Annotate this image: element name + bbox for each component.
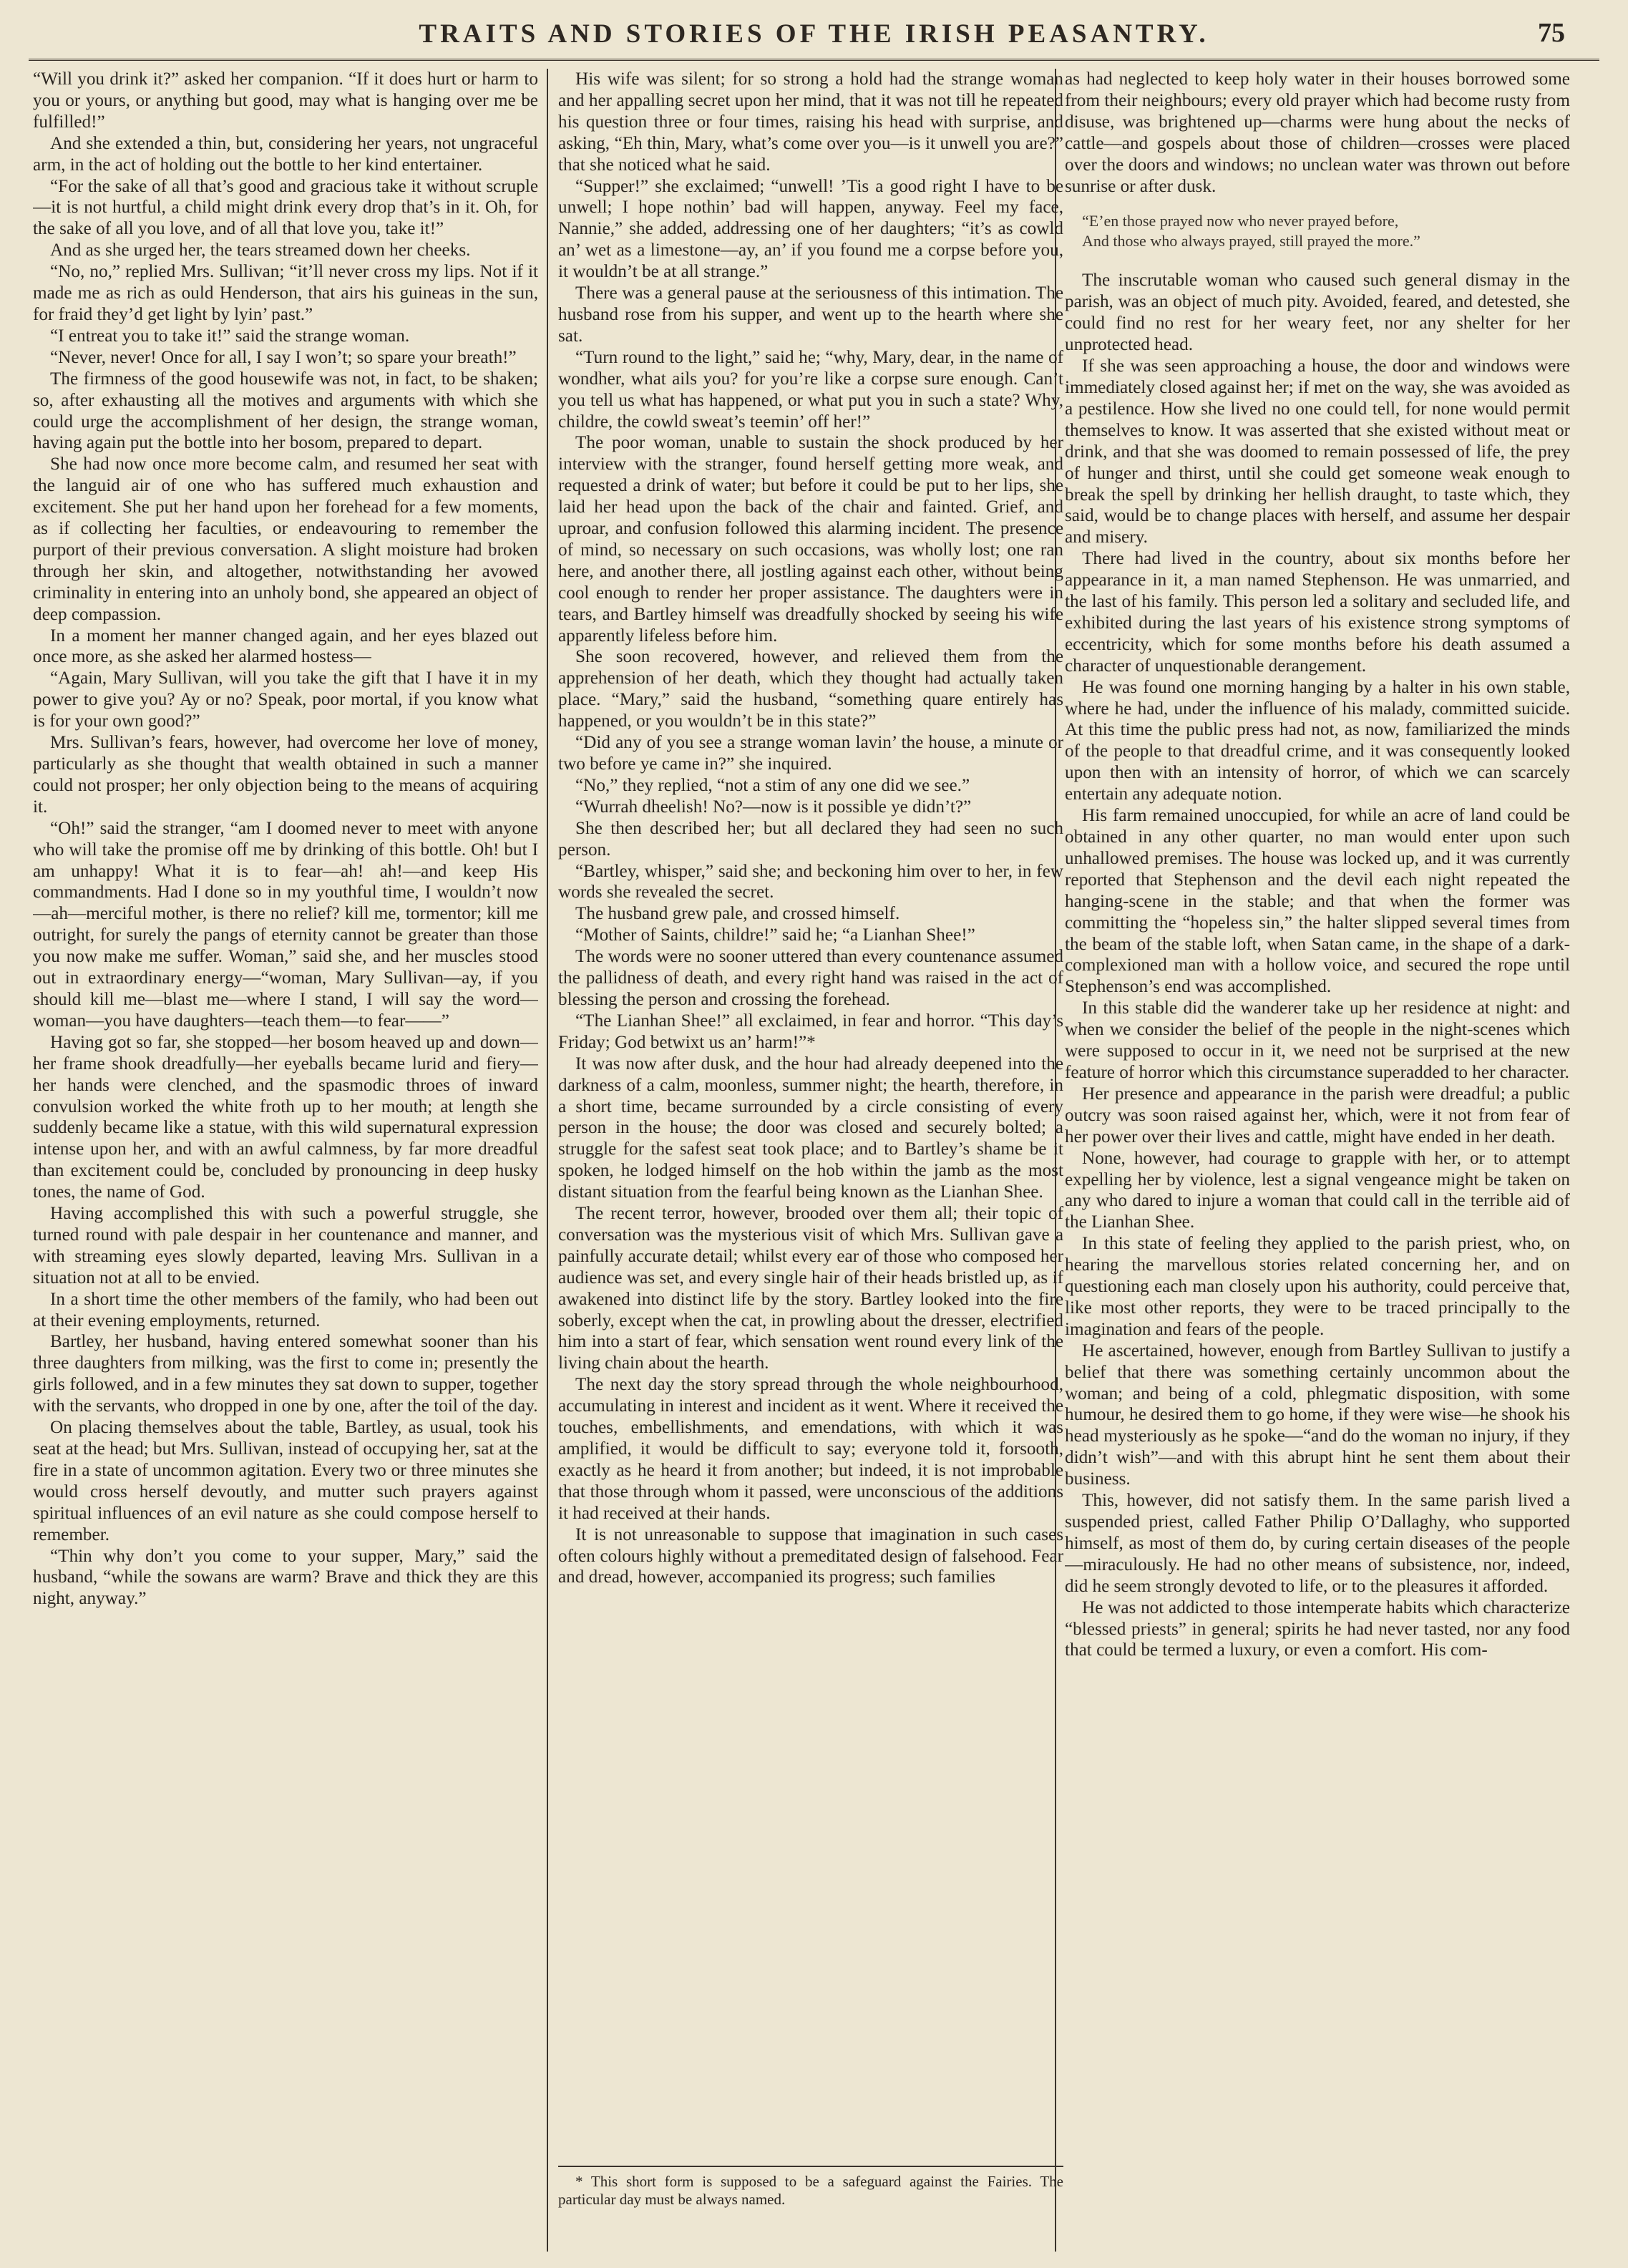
- paragraph: He was found one morning hanging by a halter in his own stable, where he had, under the influence of his malady, committed suicide. At this time the public press had not, as now, familiarized the minds of the people to that dreadful crime, and it was consequently looked upon then with an intensity of horror, of which we can scarcely entertain any adequate notion.: [1065, 677, 1570, 804]
- paragraph: “Supper!” she exclaimed; “unwell! ’Tis a good right I have to be unwell; I hope nothin’ bad will happen, anyway. Feel my face, Nannie,” she added, addressing one of her daughters; “it’s as cowld an’ wet as a limestone—ay, an’ if you found me a corpse before you, it wouldn’t be at all strange.”: [558, 176, 1063, 282]
- paragraph: “Will you drink it?” asked her companion. “If it does hurt or harm to you or yours, or anything but good, may what is hanging over me be fulfilled!”: [33, 69, 538, 132]
- paragraph: In this state of feeling they applied to the parish priest, who, on hearing the marvellous stories related concerning her, and on questioning each man closely upon his authority, could perceive that, like most other reports, they were to be traced principally to the imagination and fears of the people.: [1065, 1234, 1570, 1339]
- paragraph: “Never, never! Once for all, I say I won’t; so spare your breath!”: [50, 347, 517, 367]
- paragraph: She had now once more become calm, and resumed her seat with the languid air of one who has suffered much exhaustion and excitement. She put her hand upon her forehead for a few moments, as if collecting her faculties, or endeavouring to remember the purport of their previous conversation. A slight moisture had broken through her skin, and altogether, notwithstanding her avowed criminality in entering into an unholy bond, she appeared an object of deep compassion.: [33, 454, 538, 624]
- paragraph: The inscrutable woman who caused such general dismay in the parish, was an object of much pity. Avoided, feared, and detested, she could find no rest for her weary feet, nor any shelter for her unprotected head.: [1065, 271, 1570, 355]
- verse-quotation: [1082, 211, 1570, 251]
- paragraph: This, however, did not satisfy them. In the same parish lived a suspended priest, called Father Philip O’Dallaghy, who supported himself, as most of them do, by curing certain diseases of the people—miraculously. He had no other means of subsistence, nor, indeed, did he seem strongly devoted to life, or to the pleasures it afforded.: [1065, 1491, 1570, 1596]
- verse-line: And those who always prayed, still prayed the more.”: [1082, 232, 1420, 250]
- paragraph: She soon recovered, however, and relieved them from the apprehension of her death, which they thought had actually taken place. “Mary,” said the husband, “something quare entirely has happened, or you wouldn’t be in this state?”: [558, 647, 1063, 731]
- paragraph: The husband grew pale, and crossed himself.: [575, 904, 900, 924]
- paragraph: “Wurrah dheelish! No?—now is it possible ye didn’t?”: [575, 797, 972, 817]
- paragraph: If she was seen approaching a house, the door and windows were immediately closed against her; if met on the way, she was avoided as a pestilence. How she lived no one could tell, for none would permit themselves to know. It was asserted that she existed without meat or drink, and that she was doomed to remain possessed of life, the prey of hunger and thirst, until she could get someone weak enough to break the spell by drinking her hellish draught, to taste which, they said, would be to change places with herself, and assume her despair and misery.: [1065, 356, 1570, 547]
- text-column-1: [33, 69, 538, 2259]
- paragraph: “Mother of Saints, childre!” said he; “a Lianhan Shee!”: [575, 925, 975, 945]
- paragraph: Mrs. Sullivan’s fears, however, had overcome her love of money, particularly as she thought that wealth obtained in such a manner could not prosper; her only objection being to the means of acquiring it.: [33, 733, 538, 817]
- paragraph: “No,” they replied, “not a stim of any one did we see.”: [575, 775, 970, 795]
- paragraph: “No, no,” replied Mrs. Sullivan; “it’ll never cross my lips. Not if it made me as rich as ould Henderson, that airs his guineas in the sun, for fraid they’d get light by lyin’ past.”: [33, 262, 538, 324]
- paragraph: Having got so far, she stopped—her bosom heaved up and down—her frame shook dreadfully—her eyeballs became lurid and fiery—her hands were clenched, and the spasmodic throes of inward convulsion worked the white froth up to her mouth; at length she suddenly became like a statue, with this wild supernatural expression intense upon her, and with an awful calmness, by far more dreadful than excitement could be, concluded by pronouncing in deep husky tones, the name of God.: [33, 1032, 538, 1202]
- page-title: TRAITS AND STORIES OF THE IRISH PEASANTRY.: [419, 19, 1209, 49]
- paragraph: The recent terror, however, brooded over them all; their topic of conversation was the mysterious visit of which Mrs. Sullivan gave a painfully accurate detail; whilst every ear of those who composed her audience was set, and every single hair of their heads bristled up, as if awakened into distinct life by the story. Bartley looked into the fire soberly, except when the cat, in prowling about the dresser, electrified him into a start of fear, which sensation went round every link of the living chain about the hearth.: [558, 1204, 1063, 1373]
- paragraph: “Turn round to the light,” said he; “why, Mary, dear, in the name of wondher, what ails you? for you’re like a corpse sure enough. Can’t you tell us what has happened, or what put you in such a state? Why, childre, the cowld sweat’s teemin’ off her!”: [558, 347, 1063, 432]
- paragraph: “The Lianhan Shee!” all exclaimed, in fear and horror. “This day’s Friday; God betwixt us an’ harm!”*: [558, 1011, 1063, 1052]
- paragraph: The firmness of the good housewife was not, in fact, to be shaken; so, after exhausting all the motives and arguments with which she could urge the accomplishment of her design, the strange woman, having again put the bottle into her bosom, prepared to depart.: [33, 369, 538, 453]
- paragraph: The poor woman, unable to sustain the shock produced by her interview with the stranger, found herself getting more weak, and requested a drink of water; but before it could be put to her lips, she laid her head upon the back of the chair and fainted. Grief, and uproar, and confusion followed this alarming incident. The presence of mind, so necessary on such occasions, was wholly lost; one ran here, and another there, all jostling against each other, without being cool enough to render her proper assistance. The daughters were in tears, and Bartley himself was dreadfully shocked by seeing his wife apparently lifeless before him.: [558, 433, 1063, 646]
- text-column-3: [1065, 69, 1570, 2259]
- paragraph: “For the sake of all that’s good and gracious take it without scruple—it is not hurtful, a child might drink every drop that’s in it. Oh, for the sake of all you love, and of all that love you, take it!”: [33, 176, 538, 239]
- paragraph: His wife was silent; for so strong a hold had the strange woman and her appalling secret upon her mind, that it was not till he repeated his question three or four times, raising his head with surprise, and asking, “Eh thin, Mary, what’s come over you—is it unwell you are?” that she noticed what he said.: [558, 69, 1063, 175]
- footnote: * This short form is supposed to be a safeguard against the Fairies. The particular day must be always named.: [558, 2166, 1063, 2209]
- paragraph: In a moment her manner changed again, and her eyes blazed out once more, as she asked her alarmed hostess—: [33, 626, 538, 667]
- page-number: 75: [1538, 18, 1565, 48]
- paragraph: “Thin why don’t you come to your supper, Mary,” said the husband, “while the sowans are warm? Brave and thick they are this night, anyway.”: [33, 1546, 538, 1609]
- column-rule: [547, 69, 548, 2252]
- paragraph: Her presence and appearance in the parish were dreadful; a public outcry was soon raised against her, which, were it not from fear of her power over their lives and cattle, might have ended in her death.: [1065, 1084, 1570, 1147]
- paragraph: “Again, Mary Sullivan, will you take the gift that I have it in my power to give you? Ay or no? Speak, poor mortal, if you know what is for your own good?”: [33, 668, 538, 731]
- paragraph: “I entreat you to take it!” said the strange woman.: [50, 326, 410, 346]
- paragraph: “Oh!” said the stranger, “am I doomed never to meet with anyone who will take the promise off me by drinking of this bottle. Oh! but I am unhappy! What it is to fear—ah! ah!—and keep His commandments. Had I done so in my youthful time, I wouldn’t now—ah—merciful mother, is there no relief? kill me, tormentor; kill me outright, for surely the pangs of eternity cannot be greater than those you now make me suffer. Woman,” said she, and her muscles stood out in extraordinary energy—“woman, Mary Sullivan—ay, if you should kill me—blast me—where I stand, I will say the word—woman—you have daughters—teach them—to fear——”: [33, 818, 538, 1031]
- paragraph: It is not unreasonable to suppose that imagination in such cases often colours highly without a premeditated design of falsehood. Fear and dread, however, accompanied its progress; such families: [558, 1524, 1063, 1587]
- paragraph: His farm remained unoccupied, for while an acre of land could be obtained in any other quarter, no man would enter upon such unhallowed premises. The house was locked up, and it was currently reported that Stephenson and the devil each night repeated the hanging-scene in the stable; and that when the former was committing the “hopeless sin,” the halter slipped several times from the beam of the stable loft, when Satan came, in the shape of a dark-complexioned man with a hollow voice, and secured the rope until Stephenson’s end was accomplished.: [1065, 806, 1570, 997]
- verse-line: “E’en those prayed now who never prayed before,: [1082, 212, 1399, 230]
- running-head: [29, 16, 1599, 61]
- paragraph: Having accomplished this with such a powerful struggle, she turned round with pale despair in her countenance and manner, and with streaming eyes slowly departed, leaving Mrs. Sullivan in a situation not at all to be envied.: [33, 1204, 538, 1288]
- paragraph: There was a general pause at the seriousness of this intimation. The husband rose from his supper, and went up to the hearth where she sat.: [558, 283, 1063, 346]
- paragraph: And she extended a thin, but, considering her years, not ungraceful arm, in the act of holding out the bottle to her kind entertainer.: [33, 133, 538, 175]
- paragraph: There had lived in the country, about six months before her appearance in it, a man named Stephenson. He was unmarried, and the last of his family. This person led a solitary and secluded life, and exhibited during the last years of his existence strong symptoms of eccentricity, which for some months before his death assumed a character of unquestionable derangement.: [1065, 549, 1570, 676]
- paragraph: as had neglected to keep holy water in their houses borrowed some from their neighbours; every old prayer which had become rusty from disuse, was brightened up—charms were hung about the necks of cattle—and gospels about those of children—crosses were placed over the doors and windows; no unclean water was thrown out before sunrise or after dusk.: [1065, 69, 1570, 196]
- paragraph: She then described her; but all declared they had seen no such person.: [558, 818, 1063, 860]
- paragraph: None, however, had courage to grapple with her, or to attempt expelling her by violence, lest a signal vengeance might be taken on any who dared to injure a woman that could call in the terrible aid of the Lianhan Shee.: [1065, 1148, 1570, 1232]
- paragraph: He ascertained, however, enough from Bartley Sullivan to justify a belief that there was something certainly uncommon about the woman; and being of a cold, phlegmatic disposition, with some humour, he desired them to go home, if they were wise—he shook his head mysteriously as he spoke—“and do the woman no injury, if they didn’t wish”—and with this abrupt hint he sent them about their business.: [1065, 1340, 1570, 1489]
- paragraph: Bartley, her husband, having entered somewhat sooner than his three daughters from milking, was the first to come in; presently the girls followed, and in a few minutes they sat down to supper, together with the servants, who dropped in one by one, after the toil of the day.: [33, 1332, 538, 1416]
- paragraph: In this stable did the wanderer take up her residence at night: and when we consider the belief of the people in the night-scenes which were supposed to occur in it, we need not be surprised at the new feature of horror which this circumstance superadded to her character.: [1065, 998, 1570, 1082]
- paragraph: In a short time the other members of the family, who had been out at their evening employments, returned.: [33, 1289, 538, 1330]
- paragraph: And as she urged her, the tears streamed down her cheeks.: [50, 240, 471, 261]
- text-column-2: [558, 69, 1063, 2159]
- paragraph: The next day the story spread through the whole neighbourhood, accumulating in interest and incident as it went. Where it received the touches, embellishments, and emendations, with which it was amplified, it would be difficult to say; everyone told it, forsooth, exactly as he heard it from another; but indeed, it is not improbable that those through whom it passed, were unconscious of the additions it had received at their hands.: [558, 1375, 1063, 1523]
- paragraph: “Bartley, whisper,” said she; and beckoning him over to her, in few words she revealed the secret.: [558, 861, 1063, 902]
- paragraph: He was not addicted to those intemperate habits which characterize “blessed priests” in general; spirits he had never tasted, nor any food that could be termed a luxury, or even a comfort. His com-: [1065, 1597, 1570, 1660]
- paragraph: “Did any of you see a strange woman lavin’ the house, a minute or two before ye came in?” she inquired.: [558, 733, 1063, 774]
- paragraph: On placing themselves about the table, Bartley, as usual, took his seat at the head; but Mrs. Sullivan, instead of occupying her, sat at the fire in a state of uncommon agitation. Every two or three minutes she would cross herself devoutly, and mutter such prayers against spiritual influences of an evil nature as she could compose herself to remember.: [33, 1418, 538, 1544]
- paragraph: It was now after dusk, and the hour had already deepened into the darkness of a calm, moonless, summer night; the hearth, therefore, in a short time, became surrounded by a circle consisting of every person in the house; the door was closed and securely bolted; a struggle for the safest seat took place; and to Bartley’s shame be it spoken, he lodged himself on the hob within the jamb as the most distant situation from the fearful being known as the Lianhan Shee.: [558, 1053, 1063, 1202]
- paragraph: The words were no sooner uttered than every countenance assumed the pallidness of death, and every right hand was raised in the act of blessing the person and crossing the forehead.: [558, 947, 1063, 1009]
